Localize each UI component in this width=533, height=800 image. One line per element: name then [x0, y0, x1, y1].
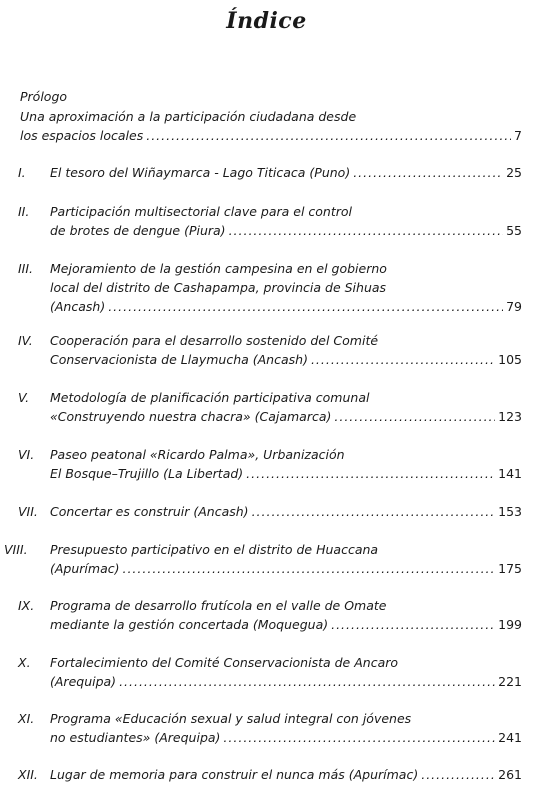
- chapter-number: XII.: [18, 767, 38, 782]
- toc-entry-text: Conservacionista de Llaymucha (Ancash): [50, 352, 308, 367]
- toc-entry-last-line: [50, 503, 522, 521]
- toc-entry-text: local del distrito de Cashapampa, provincia de Sihuas: [50, 280, 387, 295]
- page-number: 7: [514, 128, 522, 143]
- toc-entry-text: no estudiantes» (Arequipa): [50, 730, 221, 745]
- toc-entry-text: Paseo peatonal «Ricardo Palma», Urbanización: [50, 447, 345, 462]
- chapter-number: I.: [18, 165, 26, 180]
- chapter-number: III.: [18, 261, 34, 276]
- page-number: 105: [498, 352, 522, 367]
- page-number: 261: [498, 767, 522, 782]
- chapter-number: VII.: [18, 504, 38, 519]
- page-number: 199: [498, 617, 522, 632]
- toc-entry-last-line: [50, 616, 522, 634]
- toc-entry-last-line: [50, 351, 522, 369]
- toc-entry-last-line: [50, 298, 522, 316]
- toc-entry-text: Fortalecimiento del Comité Conservacionista de Ancaro: [50, 655, 399, 670]
- leader-dots: [353, 164, 503, 182]
- toc-entry-text: El tesoro del Wiñaymarca - Lago Titicaca (Puno): [50, 165, 351, 180]
- toc-entry-text: Lugar de memoria para construir el nunca más (Apurímac): [50, 767, 419, 782]
- chapter-number: VI.: [18, 447, 35, 462]
- leader-dots: [229, 222, 504, 240]
- toc-entry-text: Mejoramiento de la gestión campesina en el gobierno: [50, 261, 387, 276]
- toc-entry-text: Metodología de planificación participativa comunal: [50, 390, 370, 405]
- leader-dots: [311, 351, 495, 369]
- page-number: 221: [498, 674, 522, 689]
- leader-dots: [146, 127, 511, 145]
- toc-entry-text: (Arequipa): [50, 674, 117, 689]
- toc-entry-last-line: [50, 729, 522, 747]
- toc-entry-text: Cooperación para el desarrollo sostenido del Comité: [50, 333, 379, 348]
- leader-dots: [421, 766, 495, 784]
- toc-entry-text: Concertar es construir (Ancash): [50, 504, 249, 519]
- leader-dots: [122, 560, 495, 578]
- toc-entry-text: «Construyendo nuestra chacra» (Cajamarca): [50, 409, 332, 424]
- chapter-number: IX.: [18, 598, 35, 613]
- page-number: 241: [498, 730, 522, 745]
- page-number: 123: [498, 409, 522, 424]
- page-number: 55: [506, 223, 522, 238]
- chapter-number: VIII.: [4, 542, 28, 557]
- chapter-number: IV.: [18, 333, 33, 348]
- toc-entry-text: Presupuesto participativo en el distrito de Huaccana: [50, 542, 379, 557]
- leader-dots: [223, 729, 495, 747]
- toc-entry-text: Programa de desarrollo frutícola en el valle de Omate: [50, 598, 387, 613]
- leader-dots: [331, 616, 495, 634]
- toc-entry-last-line: [50, 560, 522, 578]
- toc-entry-text: El Bosque–Trujillo (La Libertad): [50, 466, 244, 481]
- toc-entry-text: Una aproximación a la participación ciudadana desde: [20, 109, 357, 124]
- leader-dots: [334, 408, 495, 426]
- toc-entry-last-line: [50, 673, 522, 691]
- leader-dots: [246, 465, 495, 483]
- toc-entry-last-line: [50, 222, 522, 240]
- toc-entry-text: Prólogo: [20, 89, 68, 104]
- leader-dots: [252, 503, 496, 521]
- toc-entry-last-line: [50, 766, 522, 784]
- page-number: 79: [506, 299, 522, 314]
- toc-entry-text: los espacios locales: [20, 128, 144, 143]
- toc-entry-text: de brotes de dengue (Piura): [50, 223, 226, 238]
- page-number: 25: [506, 165, 522, 180]
- chapter-number: II.: [18, 204, 30, 219]
- toc-entry-text: Participación multisectorial clave para el control: [50, 204, 353, 219]
- chapter-number: V.: [18, 390, 30, 405]
- toc-entry-last-line: [50, 164, 522, 182]
- toc-entry-text: mediante la gestión concertada (Moquegua): [50, 617, 329, 632]
- leader-dots: [108, 298, 503, 316]
- page-number: 141: [498, 466, 522, 481]
- page-title: Índice: [226, 8, 307, 34]
- toc-entry-last-line: [50, 408, 522, 426]
- chapter-number: X.: [18, 655, 31, 670]
- toc-entry-text: Programa «Educación sexual y salud integral con jóvenes: [50, 711, 412, 726]
- toc-entry-last-line: [20, 127, 522, 145]
- toc-entry-text: (Ancash): [50, 299, 106, 314]
- toc-entry-text: (Apurímac): [50, 561, 120, 576]
- page-number: 153: [498, 504, 522, 519]
- leader-dots: [119, 673, 495, 691]
- page-number: 175: [498, 561, 522, 576]
- chapter-number: XI.: [18, 711, 35, 726]
- toc-entry-last-line: [50, 465, 522, 483]
